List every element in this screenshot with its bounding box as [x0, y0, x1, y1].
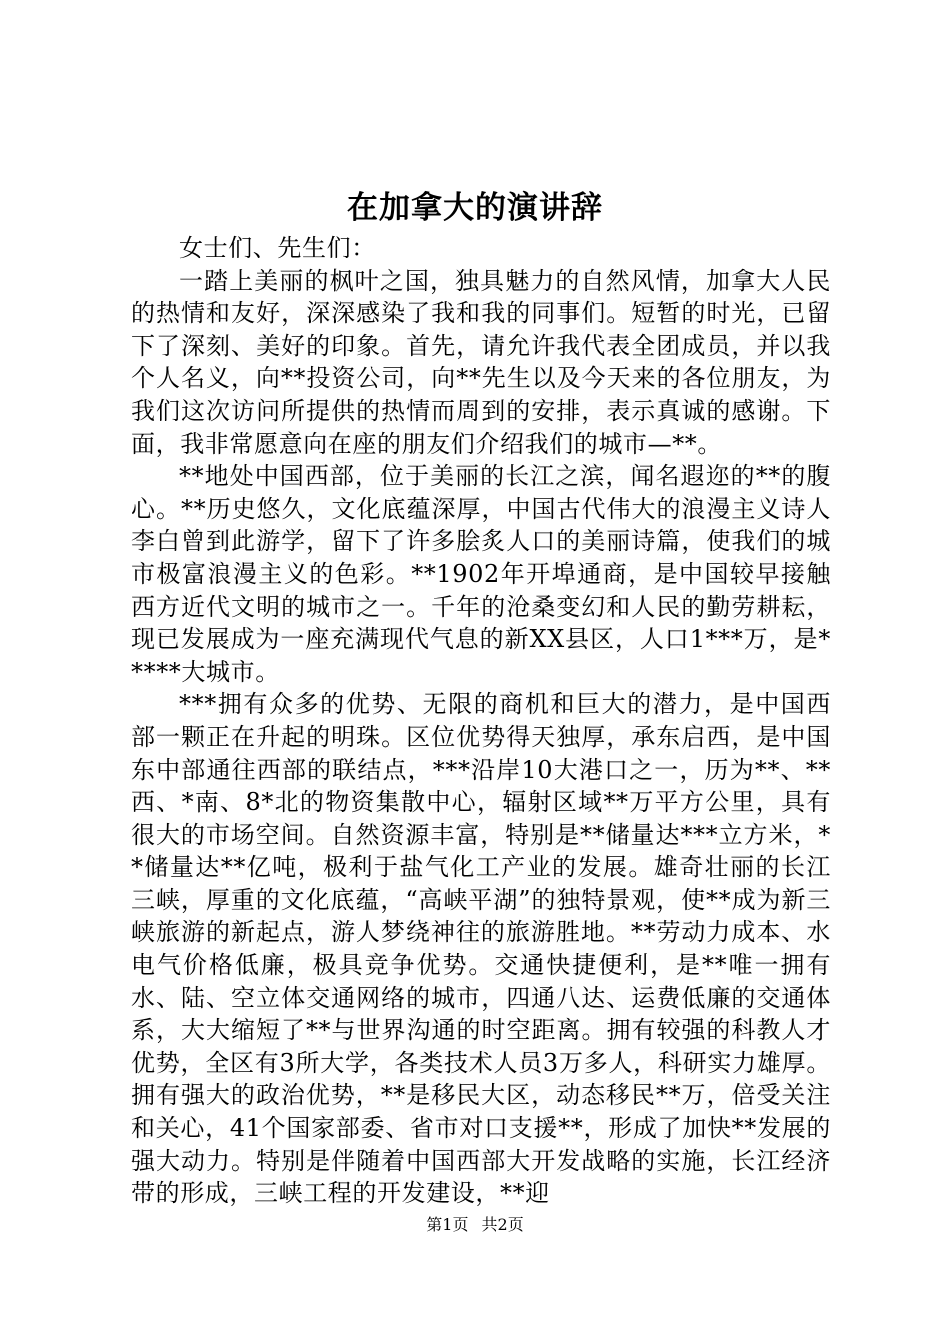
body-paragraph: 一踏上美丽的枫叶之国，独具魅力的自然风情，加拿大人民的热情和友好，深深感染了我和我的同事们。短暂的时光，已留下了深刻、美好的印象。首先，请允许我代表全团成员，并以我个人名义，向**投资公司，向**先生以及今天来的各位朋友，为我们这次访问所提供的热情而周到的安排，表示真诚的感谢。下面，我非常愿意向在座的朋友们介绍我们的城市—**。: [131, 266, 831, 458]
page-total: 共2页: [481, 1215, 524, 1234]
page-number: 第1页: [426, 1215, 469, 1234]
page-footer: [0, 1213, 950, 1237]
document-title: 在加拿大的演讲辞: [347, 190, 603, 226]
body-paragraph: ***拥有众多的优势、无限的商机和巨大的潜力，是中国西部一颗正在升起的明珠。区位优势得天独厚，承东启西，是中国东中部通往西部的联结点，***沿岸10大港口之一，历为**、**西、*南、8*北的物资集散中心，辐射区域**万平方公里，具有很大的市场空间。自然资源丰富，特别是**储量达***立方米，**储量达**亿吨，极利于盐气化工产业的发展。雄奇壮丽的长江三峡，厚重的文化底蕴，“高峡平湖”的独特景观，使**成为新三峡旅游的新起点，游人梦绕神往的旅游胜地。**劳动力成本、水电气价格低廉，极具竞争优势。交通快捷便利，是**唯一拥有水、陆、空立体交通网络的城市，四通八达、运费低廉的交通体系，大大缩短了**与世界沟通的时空距离。拥有较强的科教人才优势，全区有3所大学，各类技术人员3万多人，科研实力雄厚。拥有强大的政治优势，**是移民大区，动态移民**万，倍受关注和关心，41个国家部委、省市对口支援**，形成了加快**发展的强大动力。特别是伴随着中国西部大开发战略的实施，长江经济带的形成，三峡工程的开发建设，**迎: [131, 690, 831, 1208]
body-paragraph: **地处中国西部，位于美丽的长江之滨，闻名遐迩的**的腹心。**历史悠久，文化底蕴深厚，中国古代伟大的浪漫主义诗人李白曾到此游学，留下了许多脍炙人口的美丽诗篇，使我们的城市极富浪漫主义的色彩。**1902年开埠通商，是中国较早接触西方近代文明的城市之一。千年的沧桑变幻和人民的勤劳耕耘，现已发展成为一座充满现代气息的新XX县区，人口1***万，是*****大城市。: [131, 462, 831, 686]
document-body: [131, 232, 831, 1210]
salutation-paragraph: 女士们、先生们：: [179, 234, 376, 262]
